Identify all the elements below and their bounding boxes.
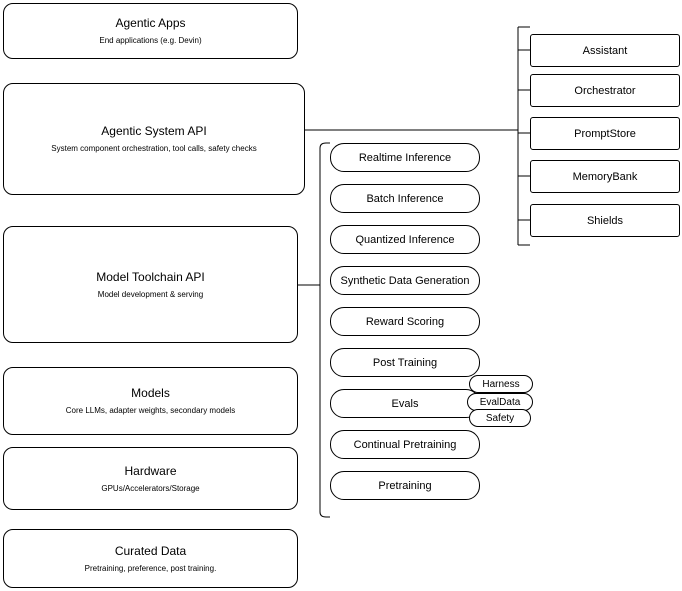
layer-subtitle: Pretraining, preference, post training.	[84, 563, 217, 573]
capability-quantized-inference[interactable]	[330, 225, 480, 254]
system-component-shields[interactable]	[530, 204, 680, 237]
capability-evals[interactable]	[330, 389, 480, 418]
capability-label: Batch Inference	[366, 192, 444, 205]
layer-title: Hardware	[124, 463, 177, 478]
capability-realtime-inference[interactable]	[330, 143, 480, 172]
layer-model-toolchain-api[interactable]	[3, 226, 298, 343]
capability-batch-inference[interactable]	[330, 184, 480, 213]
capability-label: Realtime Inference	[358, 151, 452, 164]
capability-label: Pretraining	[378, 479, 432, 492]
capability-label: Evals	[391, 397, 419, 410]
layer-subtitle: Core LLMs, adapter weights, secondary models	[65, 406, 236, 415]
capability-label: Synthetic Data Generation	[340, 274, 470, 287]
eval-pill-harness[interactable]	[469, 375, 533, 393]
capability-label: Quantized Inference	[355, 233, 455, 246]
system-component-label: Orchestrator	[574, 84, 636, 97]
system-component-assistant[interactable]	[530, 34, 680, 67]
layer-title: Curated Data	[114, 543, 187, 558]
layer-hardware[interactable]	[3, 447, 298, 510]
layer-title: Agentic Apps	[115, 16, 186, 30]
eval-pill-safety[interactable]	[469, 409, 531, 427]
capability-label: Continual Pretraining	[353, 438, 457, 451]
capability-synthetic-data-generation[interactable]	[330, 266, 480, 295]
layer-subtitle: End applications (e.g. Devin)	[99, 36, 202, 45]
layer-subtitle: Model development & serving	[97, 289, 204, 299]
layer-models[interactable]	[3, 367, 298, 435]
layer-title: Agentic System API	[101, 124, 207, 138]
layer-subtitle: System component orchestration, tool calls, safety checks	[51, 144, 257, 153]
layer-curated-data[interactable]	[3, 529, 298, 588]
layer-agentic-apps[interactable]	[3, 3, 298, 59]
eval-pill-label: Safety	[485, 412, 515, 424]
layer-agentic-system-api[interactable]	[3, 83, 305, 195]
capability-label: Reward Scoring	[365, 315, 445, 328]
system-component-memorybank[interactable]	[530, 160, 680, 193]
layer-subtitle: GPUs/Accelerators/Storage	[101, 483, 200, 493]
capability-post-training[interactable]	[330, 348, 480, 377]
capability-continual-pretraining[interactable]	[330, 430, 480, 459]
capability-pretraining[interactable]	[330, 471, 480, 500]
layer-title: Models	[131, 386, 170, 400]
layer-title: Model Toolchain API	[96, 269, 205, 284]
capability-reward-scoring[interactable]	[330, 307, 480, 336]
system-component-label: Shields	[586, 214, 624, 227]
system-component-label: PromptStore	[574, 127, 636, 140]
system-component-orchestrator[interactable]	[530, 74, 680, 107]
eval-pill-label: Harness	[482, 378, 520, 390]
system-component-label: MemoryBank	[572, 170, 638, 183]
system-component-label: Assistant	[582, 44, 628, 57]
system-component-promptstore[interactable]	[530, 117, 680, 150]
capability-label: Post Training	[372, 356, 438, 369]
eval-pill-label: EvalData	[479, 396, 521, 408]
